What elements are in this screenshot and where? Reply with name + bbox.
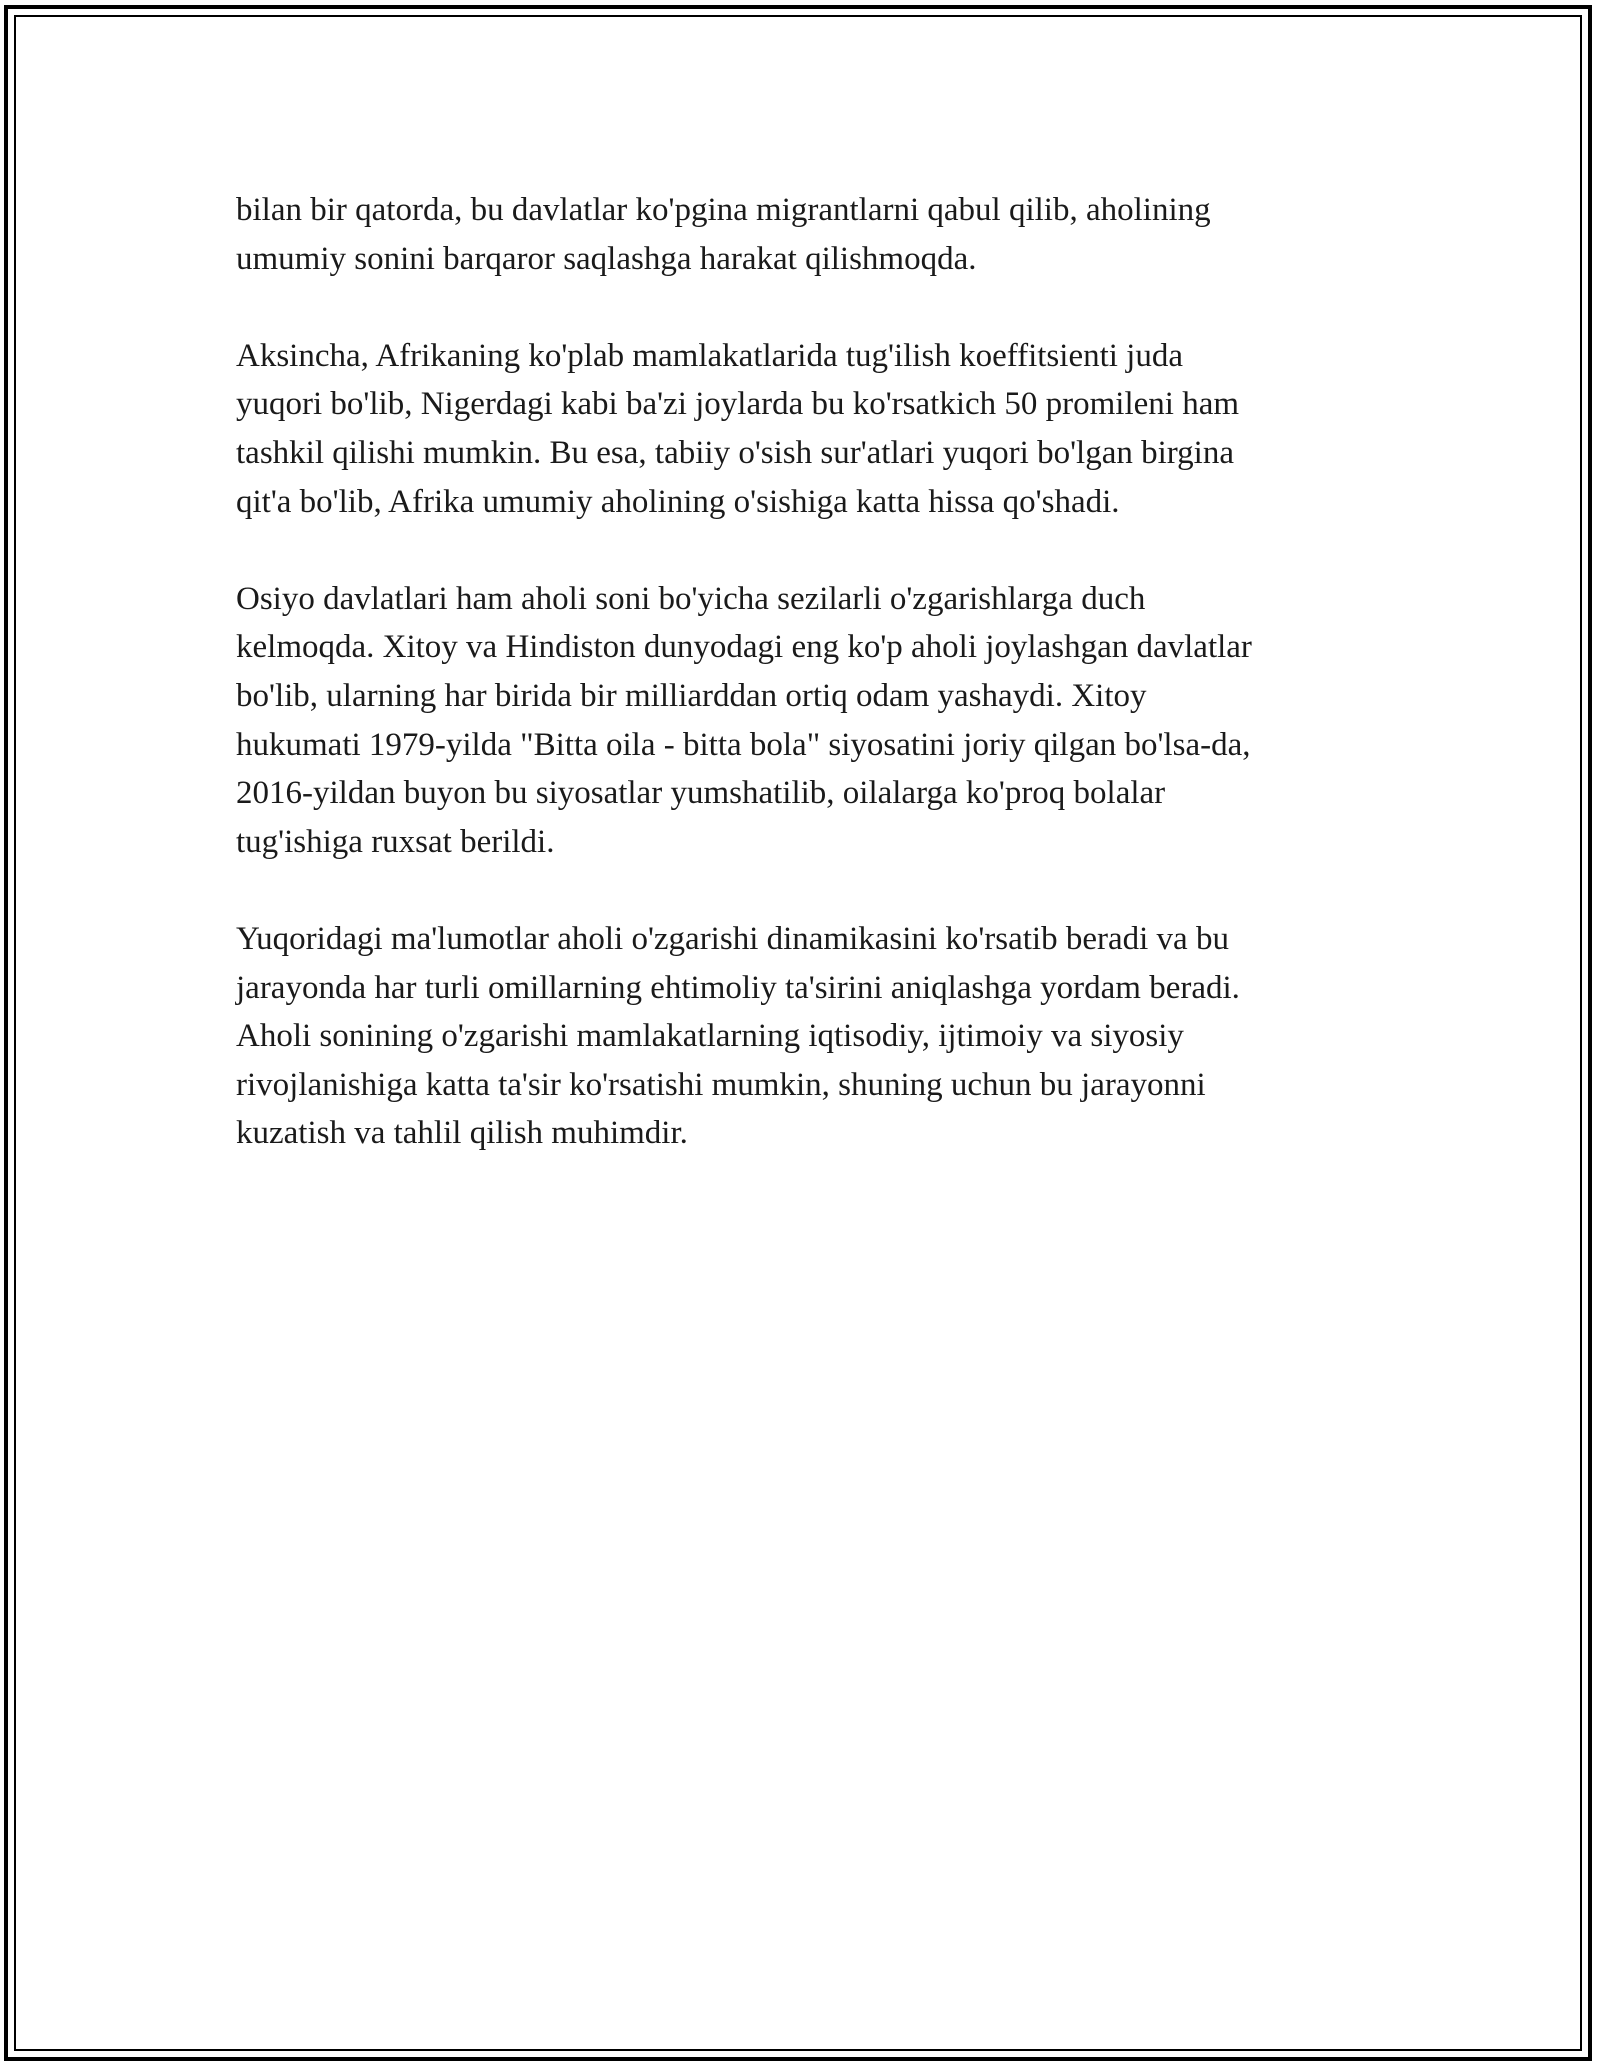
text-line: tashkil qilishi mumkin. Bu esa, tabiiy o'sish sur'atlari yuqori bo'lgan birgina (236, 434, 1234, 471)
paragraph-3 (236, 575, 1396, 867)
paragraph-1 (236, 186, 1396, 283)
text-line: 2016-yildan buyon bu siyosatlar yumshatilib, oilalarga ko'proq bolalar (236, 775, 1166, 812)
text-line: kelmoqda. Xitoy va Hindiston dunyodagi eng ko'p aholi joylashgan davlatlar (236, 629, 1252, 666)
paragraph-2 (236, 332, 1396, 526)
text-line: Osiyo davlatlari ham aholi soni bo'yicha sezilarli o'zgarishlarga duch (236, 580, 1146, 617)
text-line: Yuqoridagi ma'lumotlar aholi o'zgarishi dinamikasini ko'rsatib beradi va bu (236, 920, 1229, 957)
document-body (236, 186, 1396, 1206)
paragraph-4 (236, 915, 1396, 1158)
text-line: yuqori bo'lib, Nigerdagi kabi ba'zi joylarda bu ko'rsatkich 50 promileni ham (236, 386, 1240, 423)
text-line: Aholi sonining o'zgarishi mamlakatlarning iqtisodiy, ijtimoiy va siyosiy (236, 1018, 1184, 1055)
text-line: umumiy sonini barqaror saqlashga harakat qilishmoqda. (236, 240, 977, 277)
text-line: hukumati 1979-yilda "Bitta oila - bitta bola" siyosatini joriy qilgan bo'lsa-da, (236, 726, 1251, 763)
text-line: qit'a bo'lib, Afrika umumiy aholining o'sishiga katta hissa qo'shadi. (236, 483, 1120, 520)
text-line: jarayonda har turli omillarning ehtimoliy ta'sirini aniqlashga yordam beradi. (236, 969, 1240, 1006)
text-line: bilan bir qatorda, bu davlatlar ko'pgina migrantlarni qabul qilib, aholining (236, 192, 1211, 228)
text-line: Aksincha, Afrikaning ko'plab mamlakatlarida tug'ilish koeffitsienti juda (236, 337, 1183, 374)
text-line: tug'ishiga ruxsat berildi. (236, 823, 555, 860)
text-line: kuzatish va tahlil qilish muhimdir. (236, 1115, 688, 1152)
text-line: bo'lib, ularning har birida bir milliarddan ortiq odam yashaydi. Xitoy (236, 677, 1147, 714)
text-line: rivojlanishiga katta ta'sir ko'rsatishi mumkin, shuning uchun bu jarayonni (236, 1066, 1206, 1103)
